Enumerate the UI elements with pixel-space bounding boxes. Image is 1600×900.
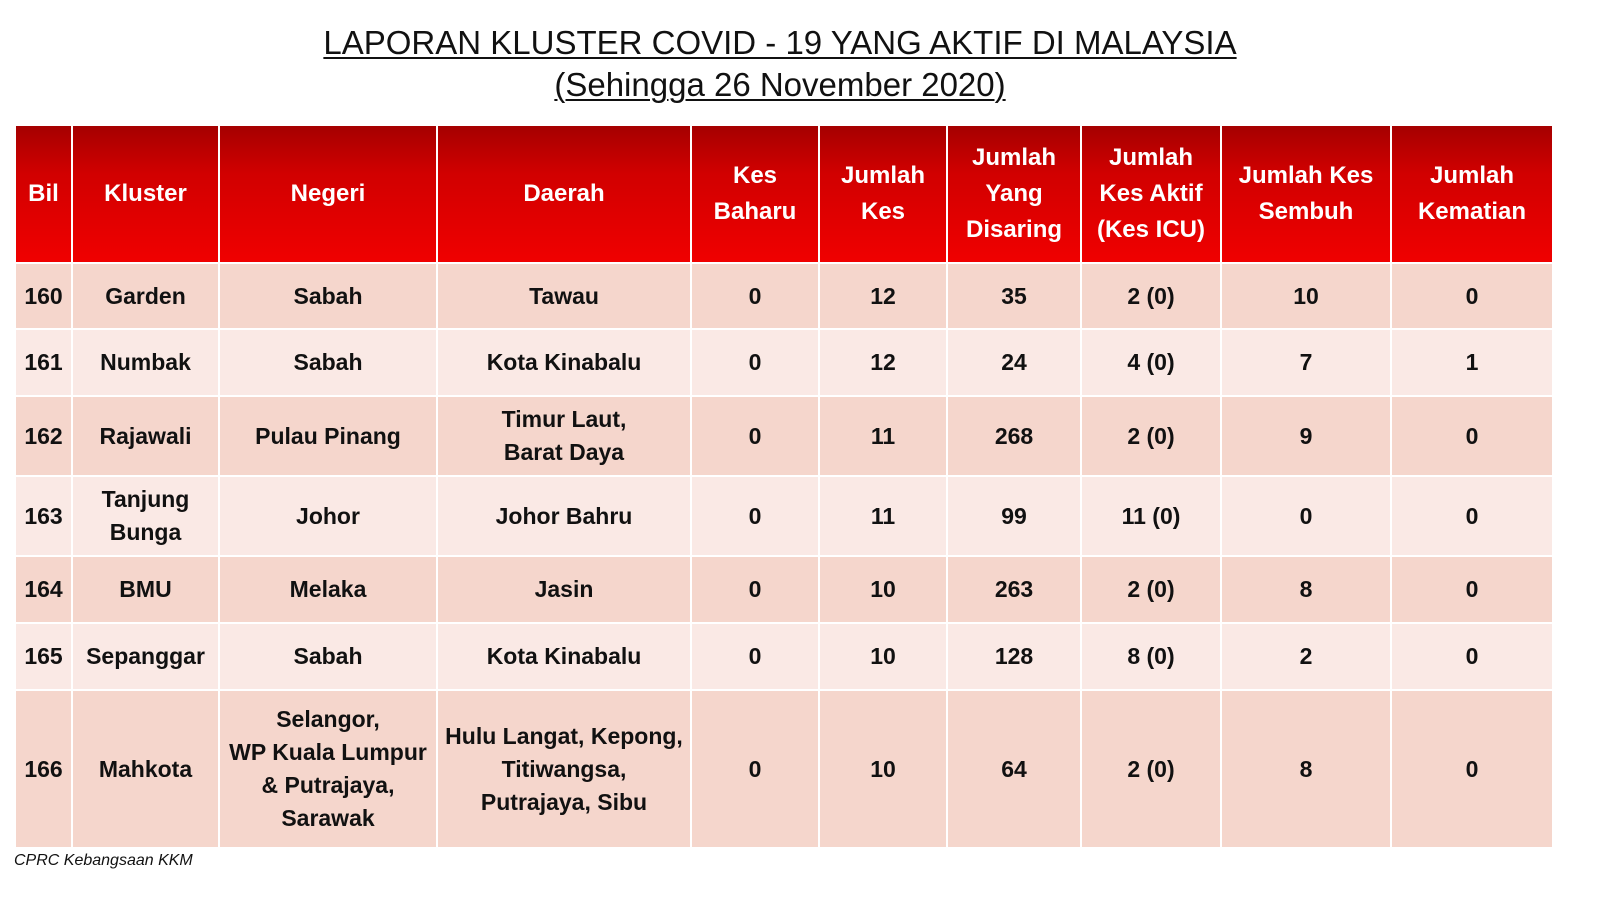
cell-negeri: Johor bbox=[219, 476, 437, 556]
cell-jumlah-disaring: 268 bbox=[947, 396, 1081, 476]
cell-daerah: Hulu Langat, Kepong, Titiwangsa, Putrajaya, Sibu bbox=[437, 690, 691, 848]
cell-jumlah-disaring: 64 bbox=[947, 690, 1081, 848]
cell-kes-sembuh: 8 bbox=[1221, 556, 1391, 623]
cell-kluster: Garden bbox=[72, 263, 219, 329]
cell-jumlah-kes: 11 bbox=[819, 476, 947, 556]
cell-bil: 163 bbox=[15, 476, 72, 556]
header-kes-aktif: Jumlah Kes Aktif (Kes ICU) bbox=[1081, 125, 1221, 263]
table-row bbox=[15, 476, 1553, 556]
header-kes-sembuh: Jumlah Kes Sembuh bbox=[1221, 125, 1391, 263]
header-kematian: Jumlah Kematian bbox=[1391, 125, 1553, 263]
cell-jumlah-kes: 10 bbox=[819, 556, 947, 623]
cell-jumlah-kes: 12 bbox=[819, 329, 947, 396]
cell-kes-baharu: 0 bbox=[691, 623, 819, 690]
cluster-table bbox=[14, 124, 1554, 849]
header-bil: Bil bbox=[15, 125, 72, 263]
cell-kematian: 0 bbox=[1391, 623, 1553, 690]
cell-bil: 165 bbox=[15, 623, 72, 690]
cell-kluster: Rajawali bbox=[72, 396, 219, 476]
cell-kes-aktif: 2 (0) bbox=[1081, 556, 1221, 623]
cell-negeri: Sabah bbox=[219, 329, 437, 396]
cell-kes-baharu: 0 bbox=[691, 690, 819, 848]
table-row bbox=[15, 396, 1553, 476]
cell-kes-aktif: 2 (0) bbox=[1081, 263, 1221, 329]
header-daerah: Daerah bbox=[437, 125, 691, 263]
cell-kluster: Mahkota bbox=[72, 690, 219, 848]
cell-negeri: Selangor, WP Kuala Lumpur & Putrajaya, Sarawak bbox=[219, 690, 437, 848]
header-jumlah-kes: Jumlah Kes bbox=[819, 125, 947, 263]
header-kes-baharu: Kes Baharu bbox=[691, 125, 819, 263]
cell-jumlah-disaring: 35 bbox=[947, 263, 1081, 329]
title-date: (Sehingga 26 November 2020) bbox=[554, 66, 1006, 103]
cell-bil: 162 bbox=[15, 396, 72, 476]
cell-kes-baharu: 0 bbox=[691, 476, 819, 556]
cell-negeri: Sabah bbox=[219, 263, 437, 329]
cell-kes-baharu: 0 bbox=[691, 556, 819, 623]
cell-kematian: 0 bbox=[1391, 690, 1553, 848]
cell-kes-sembuh: 2 bbox=[1221, 623, 1391, 690]
cell-kluster: BMU bbox=[72, 556, 219, 623]
cell-jumlah-disaring: 24 bbox=[947, 329, 1081, 396]
cell-bil: 160 bbox=[15, 263, 72, 329]
cell-kes-aktif: 2 (0) bbox=[1081, 690, 1221, 848]
cell-kes-sembuh: 9 bbox=[1221, 396, 1391, 476]
cell-kes-baharu: 0 bbox=[691, 263, 819, 329]
table-body bbox=[15, 263, 1553, 848]
cell-kes-sembuh: 8 bbox=[1221, 690, 1391, 848]
table-row bbox=[15, 263, 1553, 329]
cell-kematian: 0 bbox=[1391, 476, 1553, 556]
cell-kluster: Sepanggar bbox=[72, 623, 219, 690]
cell-kematian: 0 bbox=[1391, 396, 1553, 476]
cell-kluster: Numbak bbox=[72, 329, 219, 396]
cell-kematian: 1 bbox=[1391, 329, 1553, 396]
cell-daerah: Kota Kinabalu bbox=[437, 329, 691, 396]
page-title bbox=[0, 22, 1560, 106]
cell-kes-aktif: 8 (0) bbox=[1081, 623, 1221, 690]
cell-kluster: Tanjung Bunga bbox=[72, 476, 219, 556]
cell-kes-baharu: 0 bbox=[691, 329, 819, 396]
cell-kes-aktif: 11 (0) bbox=[1081, 476, 1221, 556]
cell-kes-aktif: 4 (0) bbox=[1081, 329, 1221, 396]
cell-kematian: 0 bbox=[1391, 263, 1553, 329]
cell-daerah: Kota Kinabalu bbox=[437, 623, 691, 690]
cell-bil: 164 bbox=[15, 556, 72, 623]
cell-jumlah-disaring: 99 bbox=[947, 476, 1081, 556]
cell-negeri: Sabah bbox=[219, 623, 437, 690]
cell-daerah: Jasin bbox=[437, 556, 691, 623]
cell-jumlah-disaring: 128 bbox=[947, 623, 1081, 690]
cell-bil: 161 bbox=[15, 329, 72, 396]
cell-kes-sembuh: 0 bbox=[1221, 476, 1391, 556]
cell-negeri: Pulau Pinang bbox=[219, 396, 437, 476]
cell-jumlah-kes: 10 bbox=[819, 690, 947, 848]
cell-kematian: 0 bbox=[1391, 556, 1553, 623]
header-kluster: Kluster bbox=[72, 125, 219, 263]
cell-kes-aktif: 2 (0) bbox=[1081, 396, 1221, 476]
title-main: LAPORAN KLUSTER COVID - 19 YANG AKTIF DI MALAYSIA bbox=[323, 24, 1237, 61]
header-jumlah-disaring: Jumlah Yang Disaring bbox=[947, 125, 1081, 263]
table-row bbox=[15, 690, 1553, 848]
cell-jumlah-disaring: 263 bbox=[947, 556, 1081, 623]
cell-bil: 166 bbox=[15, 690, 72, 848]
header-row bbox=[15, 125, 1553, 263]
cell-kes-sembuh: 7 bbox=[1221, 329, 1391, 396]
cell-daerah: Timur Laut, Barat Daya bbox=[437, 396, 691, 476]
table-row bbox=[15, 623, 1553, 690]
cell-jumlah-kes: 11 bbox=[819, 396, 947, 476]
cell-jumlah-kes: 12 bbox=[819, 263, 947, 329]
source-note: CPRC Kebangsaan KKM bbox=[14, 852, 193, 869]
cell-negeri: Melaka bbox=[219, 556, 437, 623]
cell-daerah: Tawau bbox=[437, 263, 691, 329]
table-row bbox=[15, 556, 1553, 623]
cell-kes-baharu: 0 bbox=[691, 396, 819, 476]
table-row bbox=[15, 329, 1553, 396]
header-negeri: Negeri bbox=[219, 125, 437, 263]
cell-kes-sembuh: 10 bbox=[1221, 263, 1391, 329]
cell-daerah: Johor Bahru bbox=[437, 476, 691, 556]
cell-jumlah-kes: 10 bbox=[819, 623, 947, 690]
